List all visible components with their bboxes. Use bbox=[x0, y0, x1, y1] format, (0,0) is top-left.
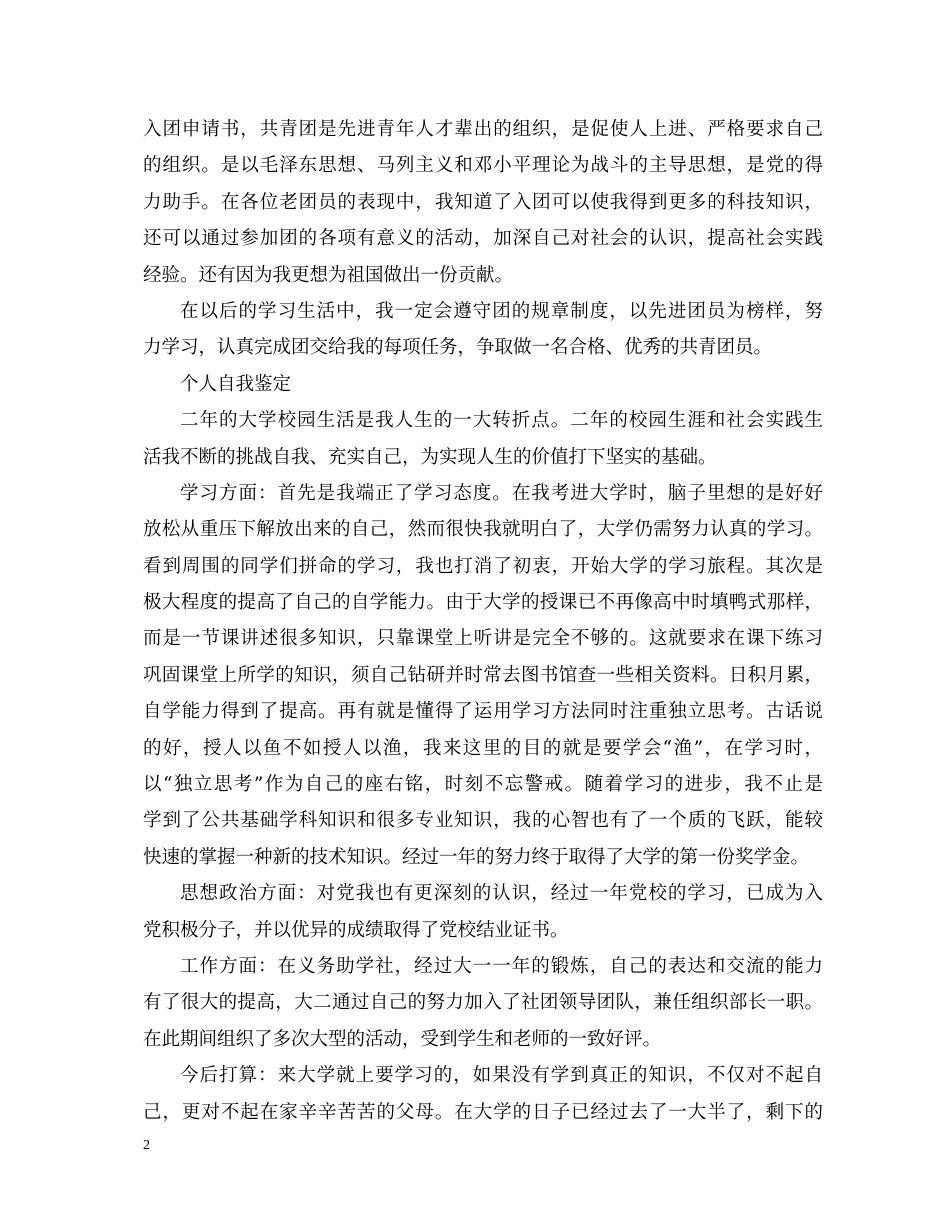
text-line: 己，更对不起在家辛辛苦苦的父母。在大学的日子已经过去了一大半了，剩下的 bbox=[143, 1101, 823, 1123]
text-line: 的组织。是以毛泽东思想、马列主义和邓小平理论为战斗的主导思想，是党的得 bbox=[143, 155, 823, 177]
page-number: 2 bbox=[143, 1138, 150, 1153]
text-line: 力助手。在各位老团员的表现中，我知道了入团可以使我得到更多的科技知识， bbox=[143, 191, 823, 213]
document-body bbox=[143, 112, 823, 1131]
text-line: 活我不断的挑战自我、充实自己，为实现人生的价值打下坚实的基础。 bbox=[143, 446, 717, 468]
text-line: 学习方面：首先是我端正了学习态度。在我考进大学时，脑子里想的是好好 bbox=[180, 482, 823, 504]
text-line: 二年的大学校园生活是我人生的一大转折点。二年的校园生涯和社会实践生 bbox=[180, 410, 823, 432]
text-line: 看到周围的同学们拼命的学习，我也打消了初衷，开始大学的学习旅程。其次是 bbox=[143, 555, 823, 577]
text-line: 自学能力得到了提高。再有就是懂得了运用学习方法同时注重独立思考。古话说 bbox=[143, 701, 823, 723]
text-line: 有了很大的提高，大二通过自己的努力加入了社团领导团队，兼任组织部长一职。 bbox=[143, 992, 823, 1014]
text-line: 以“独立思考”作为自己的座右铭，时刻不忘警戒。随着学习的进步，我不止是 bbox=[143, 774, 823, 796]
text-line: 学到了公共基础学科知识和很多专业知识，我的心智也有了一个质的飞跃，能较 bbox=[143, 810, 823, 832]
text-line: 在此期间组织了多次大型的活动，受到学生和老师的一致好评。 bbox=[143, 1028, 662, 1050]
text-line: 在以后的学习生活中，我一定会遵守团的规章制度，以先进团员为榜样，努 bbox=[180, 300, 823, 322]
text-line: 巩固课堂上所学的知识，须自己钻研并时常去图书馆查一些相关资料。日积月累， bbox=[143, 664, 823, 686]
text-line: 工作方面：在义务助学社，经过大一一年的锻炼，自己的表达和交流的能力 bbox=[180, 955, 823, 977]
text-line: 的好，授人以鱼不如授人以渔，我来这里的目的就是要学会“渔”，在学习时， bbox=[143, 737, 823, 759]
text-line: 入团申请书，共青团是先进青年人才辈出的组织，是促使人上进、严格要求自己 bbox=[143, 119, 823, 140]
text-line: 党积极分子，并以优异的成绩取得了党校结业证书。 bbox=[143, 919, 569, 941]
text-line: 极大程度的提高了自己的自学能力。由于大学的授课已不再像高中时填鸭式那样， bbox=[143, 592, 823, 614]
text-line: 今后打算：来大学就上要学习的，如果没有学到真正的知识，不仅对不起自 bbox=[180, 1065, 823, 1087]
text-line: 放松从重压下解放出来的自己，然而很快我就明白了，大学仍需努力认真的学习。 bbox=[143, 519, 823, 541]
text-line: 思想政治方面：对党我也有更深刻的认识，经过一年党校的学习，已成为入 bbox=[180, 883, 823, 905]
text-line: 而是一节课讲述很多知识，只靠课堂上听讲是完全不够的。这就要求在课下练习 bbox=[143, 628, 823, 650]
text-line: 力学习，认真完成团交给我的每项任务，争取做一名合格、优秀的共青团员。 bbox=[143, 337, 773, 359]
text-line: 还可以通过参加团的各项有意义的活动，加深自己对社会的认识，提高社会实践 bbox=[143, 228, 823, 250]
text-line: 个人自我鉴定 bbox=[180, 373, 292, 395]
text-line: 经验。还有因为我更想为祖国做出一份贡献。 bbox=[143, 264, 514, 286]
text-line: 快速的掌握一种新的技术知识。经过一年的努力终于取得了大学的第一份奖学金。 bbox=[143, 846, 810, 868]
